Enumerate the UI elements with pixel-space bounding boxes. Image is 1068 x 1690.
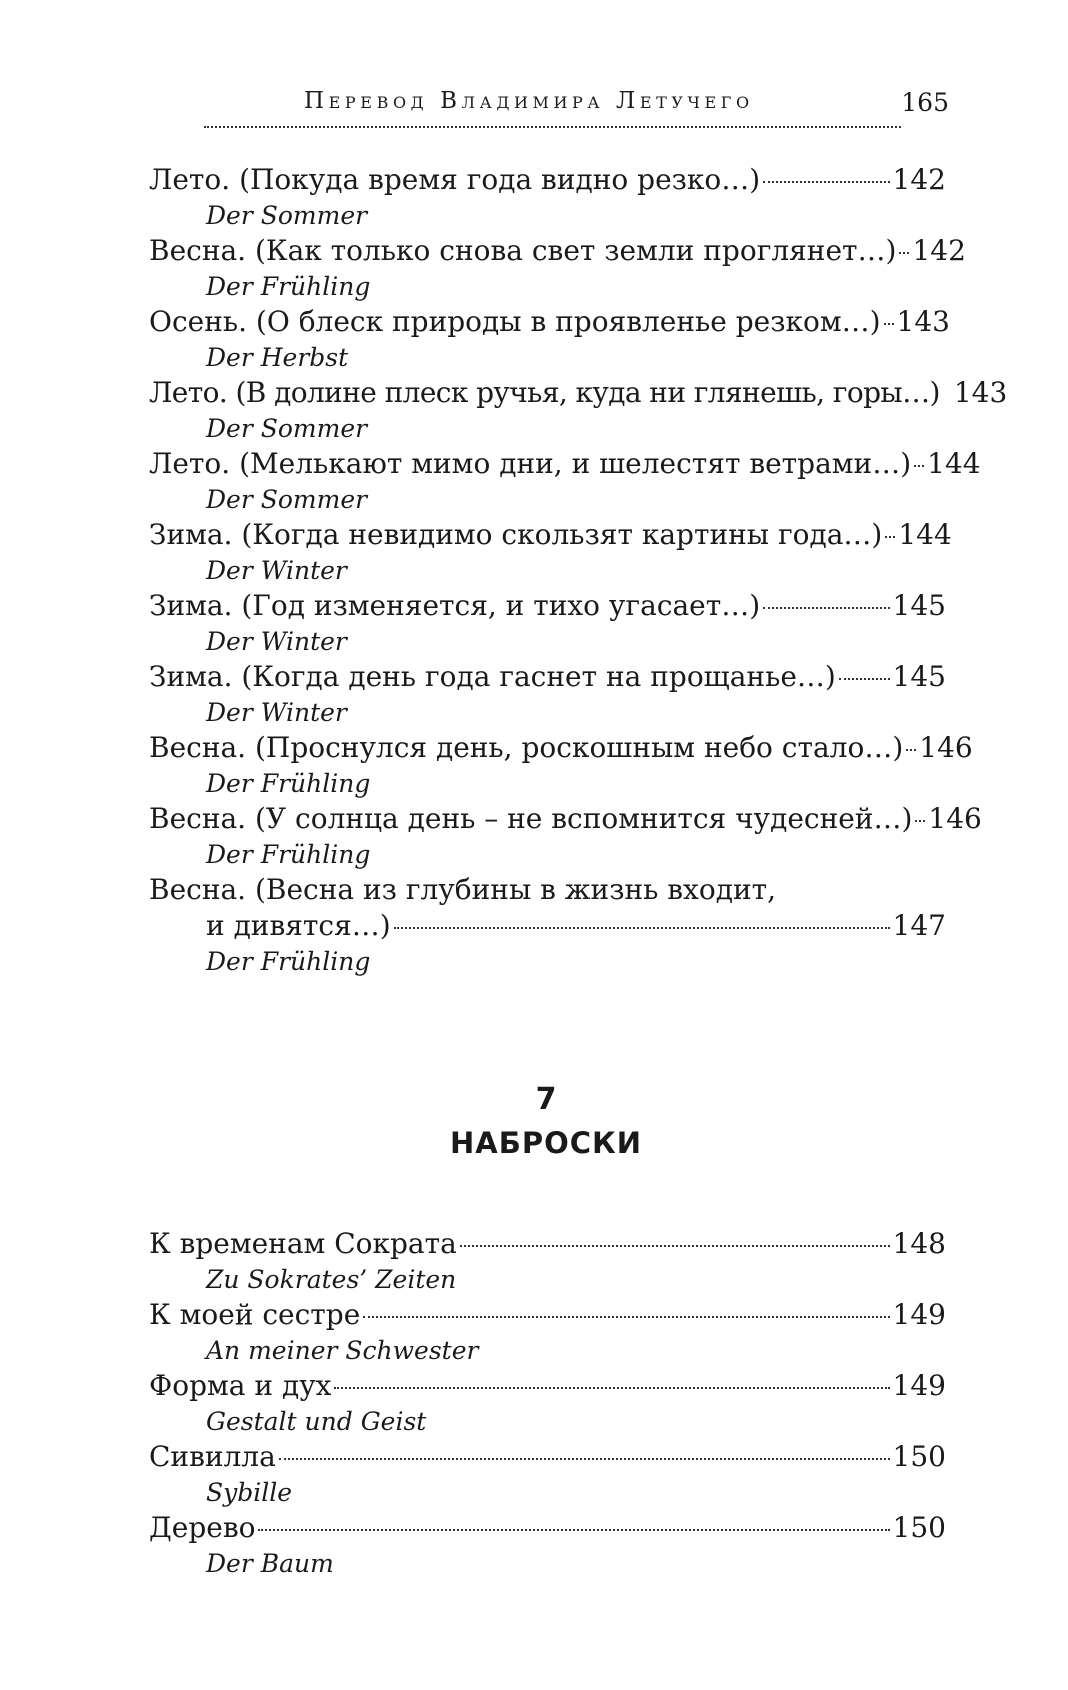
- toc-entry: [149, 162, 946, 233]
- toc-entry: [149, 1439, 946, 1510]
- dot-leader: [914, 465, 924, 467]
- toc-entry-page: 142: [912, 234, 966, 267]
- header-dotted-rule: [204, 126, 901, 128]
- dot-leader: [899, 252, 909, 254]
- toc-entry-original-title: Der Sommer: [206, 485, 368, 514]
- toc-entry-title: К моей сестре: [149, 1298, 361, 1331]
- toc-entry-original-title: Der Winter: [206, 556, 347, 585]
- dot-leader: [334, 1387, 889, 1389]
- toc-entry: [149, 872, 946, 979]
- toc-entry-original-title: Der Baum: [206, 1549, 334, 1578]
- toc-entry-title: К временам Сократа: [149, 1227, 457, 1260]
- toc-entry-title: Зима. (Когда день года гаснет на прощанье…): [149, 660, 836, 693]
- toc-entry-page: 144: [927, 447, 981, 480]
- toc-entry-page: 147: [892, 909, 946, 942]
- toc-entry: [149, 233, 966, 304]
- toc-entry-page: 144: [898, 518, 952, 551]
- toc-entry-original-title: Der Sommer: [206, 414, 368, 443]
- dot-leader: [885, 536, 895, 538]
- toc-entry-original-title: Der Frühling: [206, 840, 371, 869]
- toc-entry-page: 149: [892, 1298, 946, 1331]
- toc-entry: [149, 1368, 946, 1439]
- toc-entry-page: 142: [892, 163, 946, 196]
- toc-entry-page: 143: [896, 305, 950, 338]
- toc-entry: [149, 730, 973, 801]
- dot-leader: [915, 820, 925, 822]
- toc-entry-original-title: Der Frühling: [206, 769, 371, 798]
- toc-entry-title: Лето. (Покуда время года видно резко…): [149, 163, 761, 196]
- toc-entry-original-title: Der Frühling: [206, 272, 371, 301]
- toc-entry-page: 148: [892, 1227, 946, 1260]
- toc-entry-original-title: Der Sommer: [206, 201, 368, 230]
- toc-entry-page: 150: [892, 1511, 946, 1544]
- toc-entry-original-title: Der Herbst: [206, 343, 349, 372]
- running-head: [204, 88, 949, 128]
- toc-entry-title: Форма и дух: [149, 1369, 332, 1402]
- toc-entry-title: Осень. (О блеск природы в проявленье резком…): [149, 305, 881, 338]
- toc-entry-page: 150: [892, 1440, 946, 1473]
- toc-entry-title: Зима. (Год изменяется, и тихо угасает…): [149, 589, 761, 622]
- dot-leader: [394, 927, 890, 929]
- toc-entry-original-title: Sybille: [206, 1478, 293, 1507]
- toc-list-part1: [149, 162, 1008, 979]
- toc-entry: [149, 304, 950, 375]
- toc-entry: [149, 1297, 946, 1368]
- dot-leader: [884, 323, 894, 325]
- toc-entry-original-title: Gestalt und Geist: [206, 1407, 427, 1436]
- dot-leader: [839, 678, 890, 680]
- dot-leader: [906, 749, 916, 751]
- toc-entry: [149, 1226, 946, 1297]
- toc-entry-title-line2: и дивятся…): [206, 909, 391, 942]
- toc-entry-page: 146: [919, 731, 973, 764]
- page-number: 165: [901, 88, 949, 117]
- toc-entry-title: Сивилла: [149, 1440, 276, 1473]
- toc-entry-title: Лето. (В долине плеск ручья, куда ни глянешь, горы…): [149, 376, 940, 409]
- section-number: 7: [535, 1082, 557, 1117]
- toc-entry-title: Весна. (Проснулся день, роскошным небо стало…): [149, 731, 904, 764]
- running-title: Перевод Владимира Летучего: [304, 88, 754, 114]
- toc-entry: [149, 801, 982, 872]
- toc-entry-original-title: Zu Sokrates’ Zeiten: [206, 1265, 457, 1294]
- dot-leader: [363, 1316, 889, 1318]
- toc-entry-page: 143: [953, 376, 1008, 409]
- toc-entry: [149, 517, 952, 588]
- toc-entry-title: Весна. (Как только снова свет земли проглянет…): [149, 234, 897, 267]
- section-title: НАБРОСКИ: [450, 1126, 642, 1160]
- toc-entry: [149, 659, 946, 730]
- dot-leader: [763, 607, 889, 609]
- toc-entry-original-title: Der Winter: [206, 627, 347, 656]
- toc-entry-page: 146: [928, 802, 982, 835]
- toc-entry-original-title: An meiner Schwester: [206, 1336, 479, 1365]
- toc-entry: [149, 446, 981, 517]
- toc-entry: [149, 588, 946, 659]
- toc-entry-page: 149: [892, 1369, 946, 1402]
- toc-entry-title-line1: Весна. (Весна из глубины в жизнь входит,: [149, 873, 776, 906]
- toc-entry: [149, 1510, 946, 1581]
- dot-leader: [258, 1529, 889, 1531]
- toc-entry-original-title: Der Frühling: [206, 947, 371, 976]
- toc-entry-page: 145: [892, 660, 946, 693]
- toc-entry: [149, 375, 1008, 446]
- toc-entry-title: Весна. (У солнца день – не вспомнится чудесней…): [149, 802, 913, 835]
- dot-leader: [460, 1245, 890, 1247]
- dot-leader: [763, 181, 889, 183]
- toc-list-part2: [149, 1226, 946, 1581]
- toc-entry-title: Зима. (Когда невидимо скользят картины года…): [149, 518, 883, 551]
- toc-entry-original-title: Der Winter: [206, 698, 347, 727]
- dot-leader: [279, 1458, 890, 1460]
- toc-entry-title: Дерево: [149, 1511, 256, 1544]
- toc-entry-page: 145: [892, 589, 946, 622]
- toc-entry-title: Лето. (Мелькают мимо дни, и шелестят ветрами…): [149, 447, 912, 480]
